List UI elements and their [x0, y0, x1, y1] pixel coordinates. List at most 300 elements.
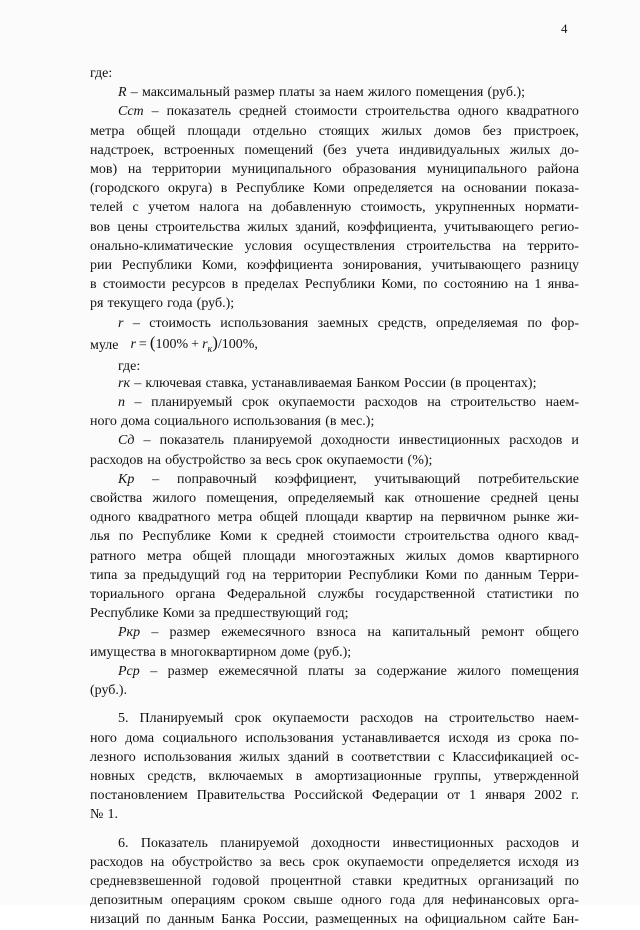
- formula-open: (: [149, 332, 156, 352]
- word: использования: [245, 730, 334, 746]
- word: 1: [469, 788, 477, 804]
- word: службы: [317, 587, 364, 603]
- text-line: [90, 489, 579, 508]
- word: официальном: [424, 912, 507, 928]
- text-line: [90, 853, 579, 872]
- text-line: [90, 64, 579, 83]
- text-line: [90, 585, 579, 604]
- word: из: [496, 730, 510, 746]
- word: на: [147, 452, 161, 468]
- word: домов: [457, 548, 495, 564]
- text-line: [90, 729, 579, 748]
- word: г.: [571, 788, 579, 804]
- word: расходов: [90, 854, 144, 870]
- word: налога: [199, 200, 240, 216]
- word: включаемых: [208, 768, 284, 784]
- word: определяемая: [436, 315, 518, 331]
- text-line: [90, 872, 579, 891]
- word: площади: [242, 548, 296, 564]
- word: ря: [90, 296, 104, 312]
- word: Терри-: [538, 567, 579, 583]
- word: стоящих: [318, 123, 370, 139]
- word: заемных: [317, 315, 369, 331]
- word: рии: [90, 258, 112, 274]
- word: января: [485, 788, 526, 804]
- word: амортизационные: [314, 768, 422, 784]
- word: исходя: [518, 854, 559, 870]
- word: –: [143, 433, 151, 449]
- text-line: [90, 604, 579, 623]
- word: округа): [168, 181, 213, 197]
- word: годовой: [212, 873, 260, 889]
- word: n: [118, 395, 125, 411]
- word: Республике: [142, 529, 211, 545]
- word: нефинансовых: [452, 893, 541, 909]
- formula-line: [90, 333, 579, 359]
- word: по-: [559, 730, 579, 746]
- word: общего: [535, 625, 579, 641]
- word: янва-: [547, 277, 579, 293]
- word: в: [220, 181, 228, 197]
- text-line: [90, 374, 579, 393]
- text-line: [90, 237, 579, 256]
- word: весь: [279, 854, 305, 870]
- word: фор-: [551, 315, 579, 331]
- word: Коми: [162, 606, 195, 622]
- word: за: [354, 663, 367, 679]
- formula-lhs: r: [130, 336, 136, 352]
- text-line: [90, 748, 579, 767]
- word: определяемый: [287, 491, 375, 507]
- word: в: [231, 277, 239, 293]
- word: без: [482, 123, 502, 139]
- word: в: [90, 277, 97, 293]
- word: использования: [143, 749, 232, 765]
- word: предшествующий: [214, 606, 322, 622]
- word: на: [248, 200, 263, 216]
- word: пределах: [244, 277, 299, 293]
- word: ос-: [560, 749, 579, 765]
- word: зонирования,: [342, 258, 422, 274]
- word: ратного: [90, 548, 136, 564]
- word: ресурсов: [171, 277, 226, 293]
- word: квад-: [547, 529, 579, 545]
- formula-close: ): [212, 332, 218, 352]
- word: помещения: [511, 663, 579, 679]
- text-line: [90, 160, 579, 179]
- word: на: [419, 510, 434, 526]
- word: в: [159, 644, 167, 660]
- word: платы: [278, 85, 315, 101]
- formula: [130, 333, 257, 359]
- word: строительства: [155, 219, 241, 235]
- word: Федеральной: [226, 587, 307, 603]
- text-line: [90, 767, 579, 786]
- word: r: [118, 315, 124, 331]
- word: площади: [305, 510, 359, 526]
- word: на: [514, 277, 529, 293]
- word: территории: [152, 162, 222, 178]
- word: средней: [276, 529, 324, 545]
- word: Республике: [90, 606, 159, 622]
- word: поправочный: [176, 471, 257, 487]
- word: срок: [312, 854, 340, 870]
- word: планируемой: [233, 433, 313, 449]
- word: онально-климатические: [90, 238, 234, 254]
- word: в: [295, 768, 303, 784]
- word: ежемесячной: [218, 663, 298, 679]
- word: состоянию: [443, 277, 509, 293]
- text-line: [90, 470, 579, 489]
- word: средств,: [147, 768, 197, 784]
- formula-eq: =: [138, 336, 147, 352]
- word: окупаемости: [326, 452, 404, 468]
- text-line: [90, 786, 579, 805]
- word: (руб.);: [196, 296, 235, 312]
- word: Федерации: [371, 788, 439, 804]
- text-line: [90, 547, 579, 566]
- text-line: [90, 83, 579, 102]
- word: многоэтажных: [306, 548, 395, 564]
- word: (городского: [90, 181, 160, 197]
- word: операциям: [170, 893, 236, 909]
- where-label: где:: [118, 358, 141, 374]
- word: стоимости: [332, 529, 396, 545]
- word: коэффициента,: [347, 219, 437, 235]
- word: основании: [463, 181, 527, 197]
- word: свойства: [90, 491, 143, 507]
- word: Республики: [348, 567, 419, 583]
- word: одного: [457, 104, 499, 120]
- word: –: [134, 395, 142, 411]
- word: кредитных: [402, 873, 468, 889]
- word: Pкр: [118, 625, 141, 641]
- word: Коми: [425, 567, 458, 583]
- word: осуществления: [303, 238, 395, 254]
- word: надстроек,: [90, 142, 155, 158]
- word: многоквартирном: [170, 644, 277, 660]
- word: (руб.);: [487, 85, 525, 101]
- word: органа: [175, 587, 216, 603]
- word: дома: [121, 414, 150, 430]
- text-line: [90, 102, 579, 121]
- word: сайте: [513, 912, 546, 928]
- word: лезного: [90, 749, 136, 765]
- word: низаций: [90, 912, 140, 928]
- word: от: [447, 788, 461, 804]
- word: платы: [308, 663, 344, 679]
- word: №: [90, 807, 104, 823]
- word: ключевая: [145, 375, 202, 391]
- text-line: [90, 431, 579, 450]
- word: регио-: [540, 219, 579, 235]
- word: жилых: [239, 749, 280, 765]
- word: Банком: [356, 375, 400, 391]
- word: имущества: [90, 644, 156, 660]
- text-line: [90, 709, 579, 728]
- word: исходя: [448, 730, 489, 746]
- word: по: [118, 529, 134, 545]
- word: наем: [334, 85, 364, 101]
- word: за: [318, 85, 331, 101]
- word: группы,: [433, 768, 482, 784]
- word: окупаемости: [278, 395, 356, 411]
- word: и: [571, 835, 579, 851]
- word: расходов: [506, 835, 560, 851]
- text-line: [90, 805, 579, 824]
- word: к: [260, 529, 268, 545]
- word: 6.: [118, 835, 129, 851]
- word: Республике: [235, 181, 305, 197]
- word: свыше: [293, 893, 333, 909]
- word: на: [424, 711, 438, 727]
- word: средневзвешенной: [90, 873, 202, 889]
- word: как: [384, 491, 405, 507]
- word: –: [132, 315, 140, 331]
- word: террито-: [527, 238, 579, 254]
- formula-plus: +: [191, 336, 200, 352]
- word: размер: [234, 85, 275, 101]
- word: на: [441, 181, 456, 197]
- word: квартирного: [505, 548, 579, 564]
- word: статистики: [486, 587, 553, 603]
- word: размер: [167, 663, 209, 679]
- word: строительства: [365, 104, 450, 120]
- word: обустройство: [165, 452, 246, 468]
- word: метра: [90, 123, 125, 139]
- word: доходности: [321, 433, 390, 449]
- word: строительства: [404, 529, 490, 545]
- word: по: [527, 315, 542, 331]
- word: учетом: [148, 200, 190, 216]
- word: rк: [118, 375, 130, 391]
- word: Правительства: [196, 788, 285, 804]
- word: индивидуальных: [398, 142, 501, 158]
- word: ториального: [90, 587, 165, 603]
- word: год: [226, 567, 246, 583]
- word: встроенных: [163, 142, 235, 158]
- word: инвестиционных: [398, 433, 501, 449]
- word: стоимости: [102, 277, 166, 293]
- word: помещения: [415, 85, 484, 101]
- word: до-: [560, 142, 579, 158]
- word: Показатель: [140, 835, 208, 851]
- word: по: [463, 567, 479, 583]
- word: отношение: [414, 491, 481, 507]
- word: помещений: [244, 142, 314, 158]
- text-line: [90, 643, 579, 662]
- word: –: [151, 104, 159, 120]
- word: где:: [90, 66, 113, 81]
- text-line: [90, 179, 579, 198]
- word: стоимости: [294, 104, 358, 120]
- word: Cд: [118, 433, 135, 449]
- word: соответствии: [351, 749, 431, 765]
- word: расходов: [90, 452, 144, 468]
- word: одного: [90, 510, 131, 526]
- word: рынке: [513, 510, 550, 526]
- word: ного: [90, 414, 117, 430]
- text-line: [90, 198, 579, 217]
- word: Классификацией: [452, 749, 553, 765]
- text-line: [90, 122, 579, 141]
- word: год;: [325, 606, 349, 622]
- word: Республики: [304, 277, 376, 293]
- word: общей: [136, 123, 176, 139]
- word: –: [130, 85, 138, 101]
- word: ставка,: [205, 375, 248, 391]
- word: орга-: [548, 893, 579, 909]
- word: за: [124, 567, 136, 583]
- text-line: [90, 623, 579, 642]
- word: социального: [162, 730, 238, 746]
- word: –: [152, 471, 160, 487]
- word: срок: [234, 711, 262, 727]
- word: средств,: [377, 315, 427, 331]
- word: устанавливается: [341, 730, 441, 746]
- word: ремонт: [481, 625, 525, 641]
- formula-sub: к: [207, 343, 213, 355]
- word: образования: [342, 162, 417, 178]
- text-line: [90, 681, 579, 700]
- word: строительство: [448, 711, 535, 727]
- word: на: [252, 567, 266, 583]
- word: жилых: [381, 123, 423, 139]
- word: данным: [485, 567, 532, 583]
- text-line: [90, 508, 579, 527]
- word: Республики: [121, 258, 193, 274]
- word: взноса: [316, 625, 357, 641]
- word: срок: [241, 395, 269, 411]
- word: жилого: [457, 663, 501, 679]
- word: жилого: [367, 85, 412, 101]
- word: Коми,: [381, 277, 417, 293]
- word: метра: [147, 548, 182, 564]
- word: зданий: [287, 749, 329, 765]
- word: России,: [262, 912, 309, 928]
- word: отдельно: [252, 123, 307, 139]
- text-line: [90, 314, 579, 333]
- word: строительства: [406, 238, 491, 254]
- word: наем-: [545, 395, 579, 411]
- word: учитывающего: [443, 219, 534, 235]
- page-number: 4: [561, 21, 568, 36]
- word: цены: [548, 491, 579, 507]
- word: организаций: [478, 873, 554, 889]
- word: жи-: [557, 510, 579, 526]
- formula-var: r: [202, 336, 208, 352]
- word: показатель: [159, 433, 225, 449]
- word: (руб.).: [90, 683, 128, 699]
- word: планируемой: [220, 835, 300, 851]
- word: потребительские: [478, 471, 579, 487]
- word: учитывающего: [431, 258, 521, 274]
- word: Банка: [221, 912, 256, 928]
- word: (руб.);: [313, 644, 352, 660]
- word: устанавливаемая: [251, 375, 353, 391]
- word: (в: [325, 414, 337, 430]
- word: расходов: [364, 395, 418, 411]
- word: (%);: [407, 452, 433, 468]
- paragraph-gap: [90, 700, 579, 709]
- word: максимальный: [141, 85, 230, 101]
- word: окупаемости: [272, 711, 350, 727]
- word: (без: [322, 142, 347, 158]
- word: квадратного: [506, 104, 579, 120]
- word: 1: [534, 277, 542, 293]
- word: коэффициента: [246, 258, 333, 274]
- word: укрупненных: [435, 200, 516, 216]
- word: условия: [244, 238, 293, 254]
- word: коэффициент,: [274, 471, 357, 487]
- word: определяется: [353, 181, 433, 197]
- word: муниципального: [231, 162, 332, 178]
- word: года: [167, 296, 193, 312]
- word: размещенных: [315, 912, 398, 928]
- word: Коми: [313, 181, 345, 197]
- word: инвестиционных: [392, 835, 494, 851]
- word: ежемесячного: [221, 625, 306, 641]
- word: квартир: [365, 510, 413, 526]
- word: дома: [125, 730, 155, 746]
- word: новных: [90, 768, 136, 784]
- word: лья: [90, 529, 110, 545]
- word: депозитным: [90, 893, 163, 909]
- word: капитальный: [392, 625, 471, 641]
- text-line: [90, 141, 579, 160]
- word: 2002: [534, 788, 563, 804]
- word: помещения,: [206, 491, 278, 507]
- word: с: [132, 200, 139, 216]
- word: пристроек,: [513, 123, 579, 139]
- word: телей: [90, 200, 124, 216]
- word: жилых: [406, 548, 447, 564]
- word: ного: [90, 730, 117, 746]
- text-line: [90, 566, 579, 585]
- word: срока: [518, 730, 552, 746]
- word: Cст: [118, 104, 144, 120]
- word: в: [336, 749, 344, 765]
- word: строительство: [450, 395, 536, 411]
- text-line: [90, 834, 579, 853]
- paragraph-gap: [90, 825, 579, 834]
- text-line: [90, 527, 579, 546]
- text-line: [90, 393, 579, 412]
- word: одного: [498, 529, 539, 545]
- word: на: [404, 912, 418, 928]
- text-line: [90, 662, 579, 681]
- word: метра: [217, 510, 253, 526]
- word: –: [151, 625, 159, 641]
- word: государственной: [375, 587, 476, 603]
- word: постановлением: [90, 788, 188, 804]
- word: срок: [295, 452, 323, 468]
- word: наем-: [545, 711, 579, 727]
- word: жилого: [152, 491, 197, 507]
- word: одного: [341, 893, 382, 909]
- word: Коми,: [201, 258, 238, 274]
- word: процентной: [270, 873, 342, 889]
- word: вов: [90, 219, 111, 235]
- word: процентах);: [465, 375, 537, 391]
- word: за: [198, 606, 211, 622]
- word: –: [134, 375, 142, 391]
- word: содержание: [376, 663, 447, 679]
- text-line: [90, 275, 579, 294]
- word: учитывающий: [374, 471, 461, 487]
- word: на: [127, 162, 142, 178]
- word: площади: [187, 123, 241, 139]
